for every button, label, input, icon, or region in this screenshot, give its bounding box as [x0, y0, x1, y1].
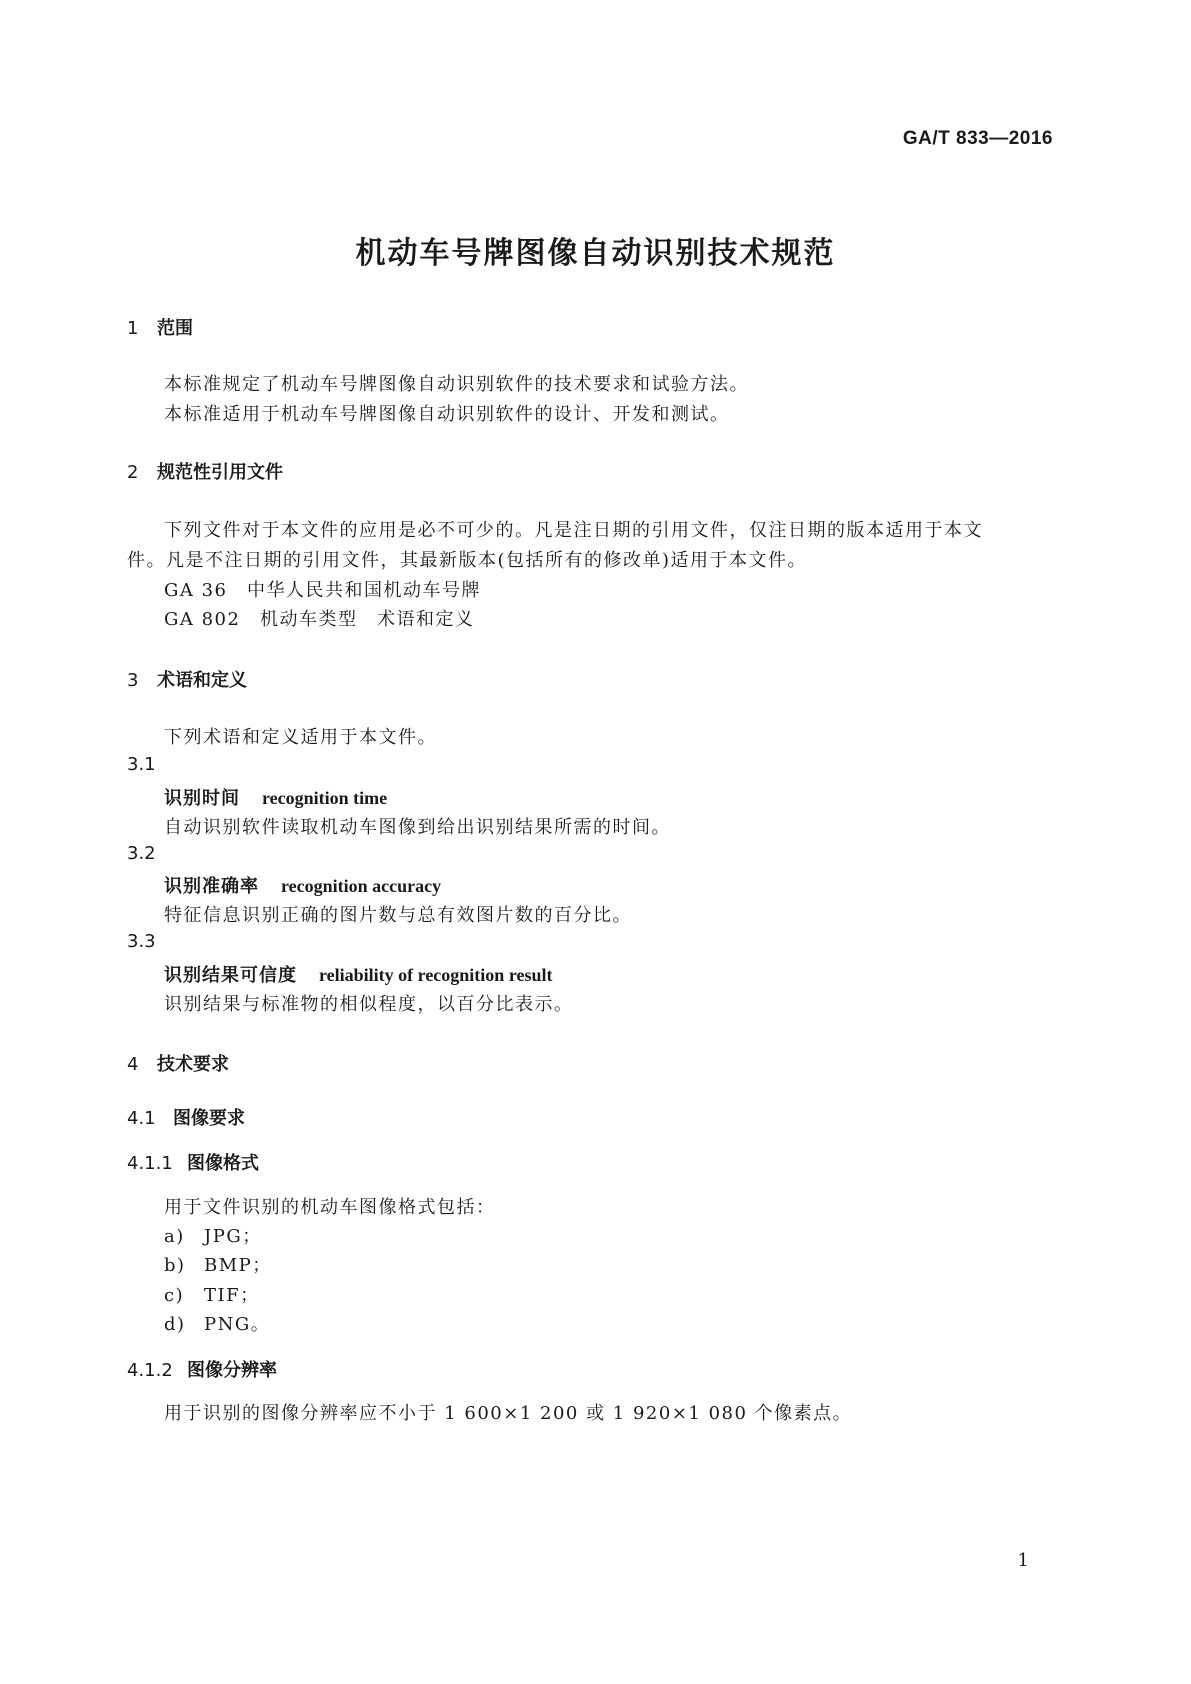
term-definition: 识别结果与标准物的相似程度，以百分比表示。 — [164, 994, 574, 1015]
list-label: b) — [164, 1255, 186, 1276]
list-text: JPG； — [204, 1226, 262, 1247]
page-number: 1 — [1017, 1550, 1029, 1571]
list-text: BMP； — [204, 1255, 272, 1276]
section-title: 术语和定义 — [157, 670, 247, 691]
term-number: 3.2 — [127, 843, 156, 864]
term-chinese: 识别准确率 — [164, 876, 259, 897]
paragraph: 下列文件对于本文件的应用是必不可少的。凡是注日期的引用文件，仅注日期的版本适用于本文 — [164, 520, 983, 541]
paragraph: 用于识别的图像分辨率应不小于 1 600×1 200 或 1 920×1 080 个像素点。 — [164, 1403, 853, 1424]
section-number: 4.1 — [127, 1108, 156, 1129]
list-item — [164, 1251, 272, 1277]
reference-item: GA 36 中华人民共和国机动车号牌 — [164, 580, 482, 601]
section-title: 范围 — [157, 318, 193, 339]
list-item — [164, 1222, 262, 1248]
section-3-heading — [127, 666, 247, 692]
section-number: 3 — [127, 670, 139, 691]
section-4-1-1-heading — [127, 1149, 259, 1175]
section-title: 规范性引用文件 — [157, 462, 283, 483]
list-text: PNG。 — [204, 1314, 271, 1335]
section-number: 1 — [127, 318, 139, 339]
term-english: recognition time — [262, 788, 388, 808]
paragraph: 下列术语和定义适用于本文件。 — [164, 727, 437, 748]
list-label: d) — [164, 1314, 186, 1335]
section-title: 图像格式 — [187, 1153, 259, 1174]
list-label: c) — [164, 1285, 185, 1306]
term-english: recognition accuracy — [281, 876, 442, 896]
term-definition: 特征信息识别正确的图片数与总有效图片数的百分比。 — [164, 905, 632, 926]
section-number: 2 — [127, 462, 139, 483]
standard-code: GA/T 833—2016 — [902, 128, 1053, 149]
paragraph: 用于文件识别的机动车图像格式包括： — [164, 1197, 496, 1218]
document-title: 机动车号牌图像自动识别技术规范 — [355, 236, 836, 271]
term-english: reliability of recognition result — [319, 965, 553, 985]
list-item — [164, 1310, 270, 1336]
section-title: 图像分辨率 — [187, 1360, 277, 1381]
paragraph-continuation: 件。凡是不注日期的引用文件，其最新版本(包括所有的修改单)适用于本文件。 — [127, 550, 808, 571]
term-chinese: 识别结果可信度 — [164, 965, 297, 986]
list-item — [164, 1281, 260, 1307]
term-number: 3.1 — [127, 754, 156, 775]
paragraph: 本标准规定了机动车号牌图像自动识别软件的技术要求和试验方法。 — [164, 374, 749, 395]
term-definition: 自动识别软件读取机动车图像到给出识别结果所需的时间。 — [164, 817, 671, 838]
section-2-heading — [127, 458, 283, 484]
section-1-heading — [127, 314, 193, 340]
term-number: 3.3 — [127, 931, 156, 952]
section-4-heading — [127, 1050, 229, 1076]
section-title: 图像要求 — [173, 1108, 245, 1129]
reference-item: GA 802 机动车类型 术语和定义 — [164, 609, 475, 630]
list-label: a) — [164, 1226, 185, 1247]
section-4-1-heading — [127, 1104, 245, 1130]
paragraph: 本标准适用于机动车号牌图像自动识别软件的设计、开发和测试。 — [164, 404, 730, 425]
section-number: 4 — [127, 1054, 139, 1075]
list-text: TIF； — [204, 1285, 260, 1306]
term-heading — [164, 872, 441, 898]
section-title: 技术要求 — [157, 1054, 229, 1075]
term-chinese: 识别时间 — [164, 788, 240, 809]
section-number: 4.1.1 — [127, 1153, 173, 1174]
section-4-1-2-heading — [127, 1356, 277, 1382]
term-heading — [164, 961, 552, 987]
term-heading — [164, 784, 387, 810]
section-number: 4.1.2 — [127, 1360, 173, 1381]
